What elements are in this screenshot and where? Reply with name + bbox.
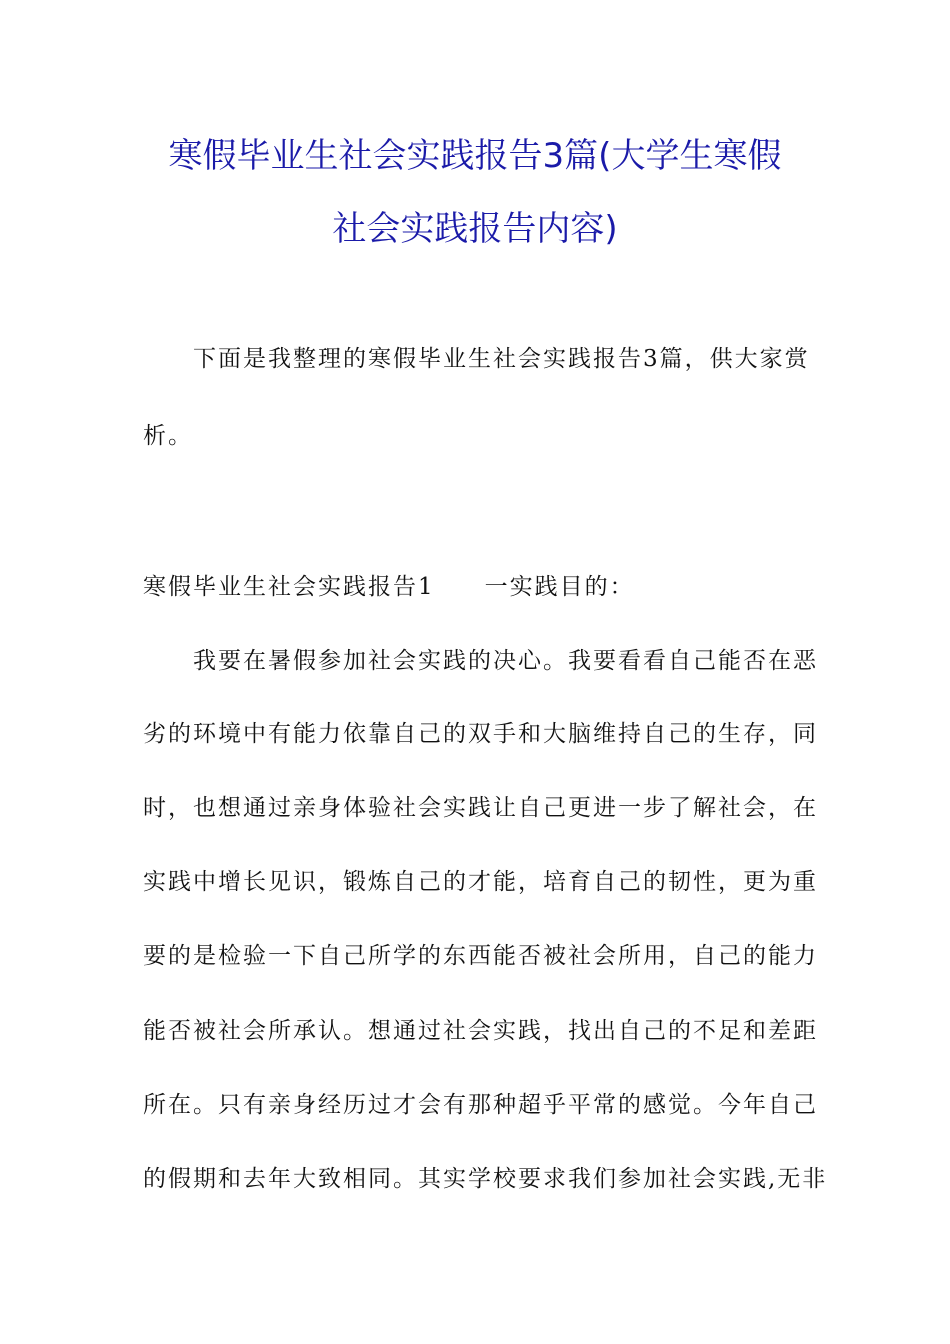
document-title-line-2: 社会实践报告内容) [332,209,618,249]
intro-line-1: 下面是我整理的寒假毕业生社会实践报告3篇，供大家赏 [193,346,810,372]
paragraph-line-2: 劣的环境中有能力依靠自己的双手和大脑维持自己的生存，同 [143,721,818,747]
paragraph-line-6: 能否被社会所承认。想通过社会实践，找出自己的不足和差距 [143,1018,818,1044]
paragraph-line-5: 要的是检验一下自己所学的东西能否被社会所用，自己的能力 [143,943,818,969]
section-heading: 寒假毕业生社会实践报告1 一实践目的： [143,574,635,600]
paragraph-line-4: 实践中增长见识，锻炼自己的才能，培育自己的韧性，更为重 [143,869,818,895]
paragraph-line-3: 时，也想通过亲身体验社会实践让自己更进一步了解社会，在 [143,795,818,821]
paragraph-line-8: 的假期和去年大致相同。其实学校要求我们参加社会实践,无非 [143,1166,828,1192]
paragraph-line-1: 我要在暑假参加社会实践的决心。我要看看自己能否在恶 [193,648,818,674]
paragraph-line-7: 所在。只有亲身经历过才会有那种超乎平常的感觉。今年自己 [143,1092,818,1118]
document-title-line-1: 寒假毕业生社会实践报告3篇(大学生寒假 [168,136,782,176]
intro-line-2: 析。 [143,423,193,449]
